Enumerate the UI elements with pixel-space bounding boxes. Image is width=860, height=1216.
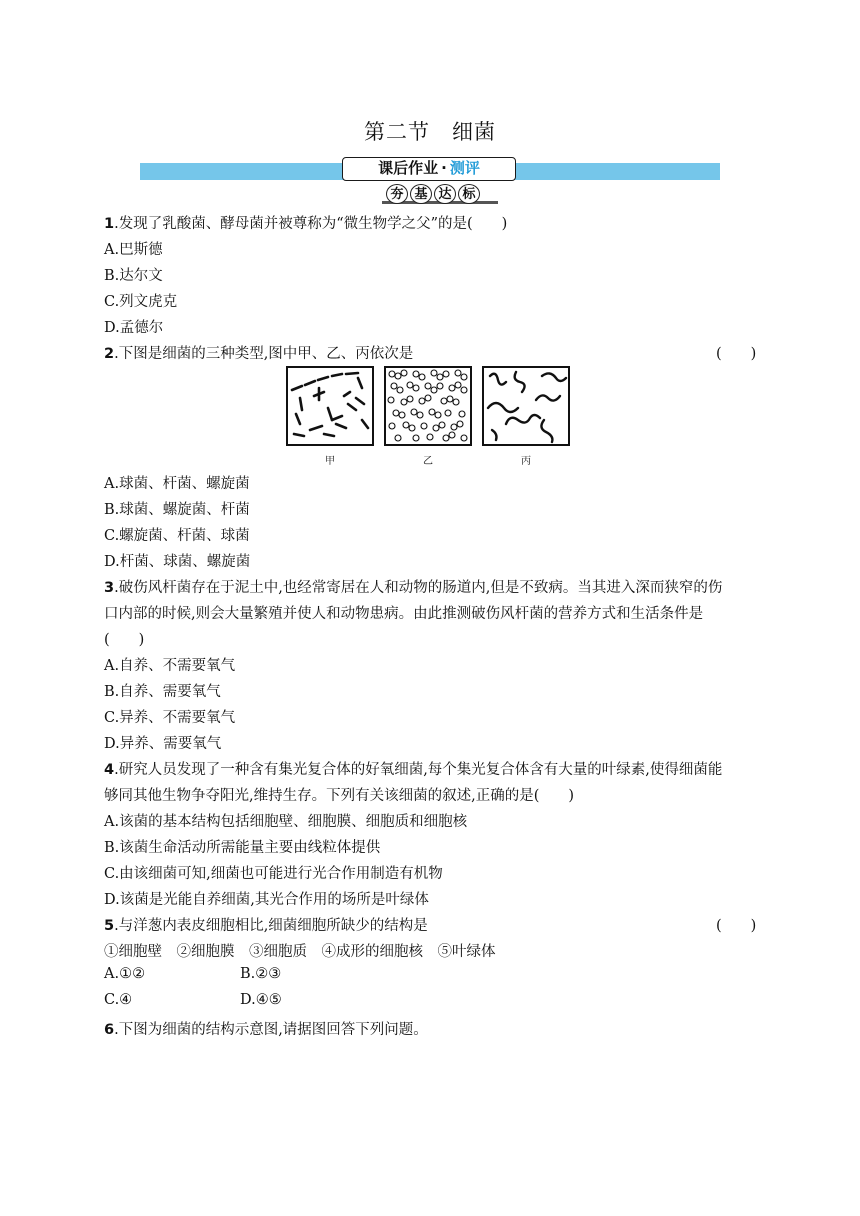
question-6: 6.下图为细菌的结构示意图,请据图回答下列问题。 [104, 1022, 428, 1038]
option-line: C.④ [104, 992, 133, 1008]
rod-bacteria-drawing [288, 368, 372, 444]
subheading-char: 夯 [386, 184, 408, 204]
option-line: B.该菌生命活动所需能量主要由线粒体提供 [104, 840, 381, 856]
option-line: C.列文虎克 [104, 294, 178, 310]
rod-bacteria-panel [286, 366, 374, 446]
option-line: D.该菌是光能自养细菌,其光合作用的场所是叶绿体 [104, 892, 429, 908]
question-text-line: 口内部的时候,则会大量繁殖并使人和动物患病。由此推测破伤风杆菌的营养方式和生活条件是 [104, 606, 704, 622]
page-title [0, 116, 860, 146]
answer-paren: ( ) [104, 632, 145, 648]
option-line: D.异养、需要氧气 [104, 736, 222, 752]
question-2: 2.下图是细菌的三种类型,图中甲、乙、丙依次是 [104, 346, 414, 362]
title-section: 第二节 [364, 120, 430, 144]
question-5: 5.与洋葱内表皮细胞相比,细菌细胞所缺少的结构是 [104, 918, 428, 934]
question-3: 3.破伤风杆菌存在于泥土中,也经常寄居在人和动物的肠道内,但是不致病。当其进入深而狭窄的伤 [104, 580, 723, 596]
figure-label-bing: 丙 [521, 456, 531, 467]
subheading [382, 184, 498, 206]
bacteria-types-figure [286, 366, 576, 470]
question-text-line: 够同其他生物争夺阳光,维持生存。下列有关该细菌的叙述,正确的是( ) [104, 788, 575, 804]
option-line: B.达尔文 [104, 268, 163, 284]
option-line: C.由该细菌可知,细菌也可能进行光合作用制造有机物 [104, 866, 443, 882]
coccus-bacteria-drawing [386, 368, 470, 444]
option-line: A.球菌、杆菌、螺旋菌 [104, 476, 250, 492]
subheading-char: 标 [458, 184, 480, 204]
structure-list: ①细胞壁 ②细胞膜 ③细胞质 ④成形的细胞核 ⑤叶绿体 [104, 944, 496, 960]
question-4: 4.研究人员发现了一种含有集光复合体的好氧细菌,每个集光复合体含有大量的叶绿素,使得细菌能 [104, 762, 723, 778]
option-line: B.自养、需要氧气 [104, 684, 221, 700]
spiral-bacteria-panel [482, 366, 570, 446]
option-line: B.②③ [240, 966, 282, 982]
option-line: B.球菌、螺旋菌、杆菌 [104, 502, 250, 518]
question-1: 1.发现了乳酸菌、酵母菌并被尊称为“微生物学之父”的是( ) [104, 216, 508, 232]
banner-left-text: 课后作业 [378, 159, 439, 177]
subheading-char: 基 [410, 184, 432, 204]
answer-paren: ( ) [716, 346, 757, 362]
banner-label [342, 157, 516, 181]
figure-label-jia: 甲 [325, 456, 335, 467]
banner-right-text: 测评 [449, 159, 480, 177]
answer-paren: ( ) [716, 918, 757, 934]
subheading-char: 达 [434, 184, 456, 204]
option-line: D.④⑤ [240, 992, 282, 1008]
option-line: C.螺旋菌、杆菌、球菌 [104, 528, 250, 544]
option-line: C.异养、不需要氧气 [104, 710, 236, 726]
option-line: A.该菌的基本结构包括细胞壁、细胞膜、细胞质和细胞核 [104, 814, 468, 830]
banner-dot: · [441, 159, 447, 177]
option-line: A.巴斯德 [104, 242, 163, 258]
option-line: D.孟德尔 [104, 320, 164, 336]
coccus-bacteria-panel [384, 366, 472, 446]
figure-label-yi: 乙 [423, 456, 433, 467]
option-line: D.杆菌、球菌、螺旋菌 [104, 554, 251, 570]
spiral-bacteria-drawing [484, 368, 568, 444]
option-line: A.①② [104, 966, 146, 982]
title-topic: 细菌 [452, 120, 496, 144]
option-line: A.自养、不需要氧气 [104, 658, 236, 674]
